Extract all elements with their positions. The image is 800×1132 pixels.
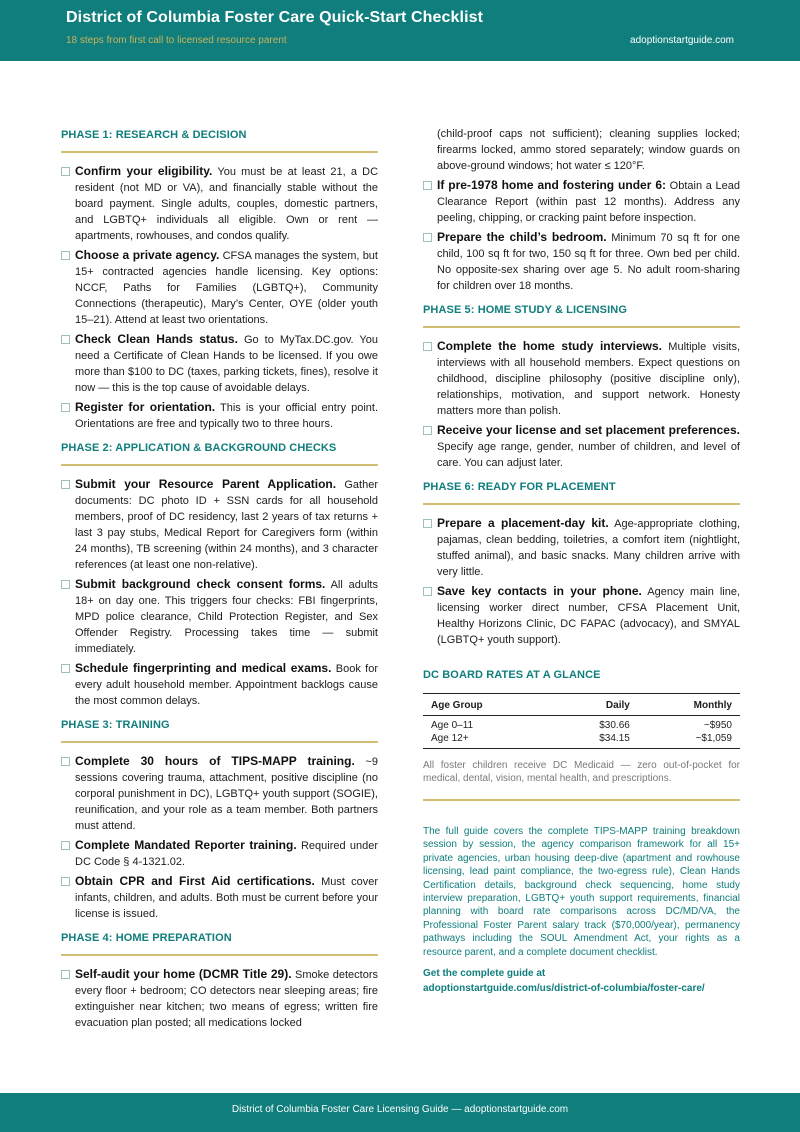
section-divider bbox=[423, 326, 740, 328]
item-body: Gather documents: DC photo ID + SSN cards for all household members, proof of DC residency, last 2 years of tax returns + last 3 pay stubs, Medical Report for Caregivers form (within 24 months), TB screening (within 24 months), and 3 character references (at least one non-relative). bbox=[75, 479, 378, 571]
item-lead: Prepare a placement-day kit. bbox=[437, 516, 609, 530]
page-title: District of Columbia Foster Care Quick-Start Checklist bbox=[66, 9, 484, 26]
phase-1-title: PHASE 1: RESEARCH & DECISION bbox=[61, 129, 247, 141]
checkbox-icon[interactable] bbox=[423, 181, 432, 190]
item-body: Specify age range, gender, number of children, and level of care. You can adjust later. bbox=[437, 441, 740, 469]
item-body: You must be at least 21, a DC resident (not MD or VA), and financially stable without the board payment. Single adults, couples, domestic partners, and LGBTQ+ individuals all eligible. Own or rent — apartments, rowhouses, and condos qualify. bbox=[75, 166, 379, 242]
item-body: ~9 sessions covering trauma, attachment, positive discipline (no corporal punishment in DC), LGBTQ+ youth support (SOGIE), reunification, and your role as a team member. Both partners must attend. bbox=[75, 756, 378, 832]
table-header-row bbox=[423, 692, 740, 716]
checklist-item[interactable] bbox=[423, 515, 740, 580]
item-lead: Receive your license and set placement preferences. bbox=[437, 423, 740, 437]
item-body: Minimum 70 sq ft for one child, 100 sq ft for two, 150 sq ft for three. Own bed per child. No opposite-sex sharing over age 5. No adult room-sharing for children over 18 months. bbox=[437, 232, 740, 292]
page-footer bbox=[0, 1093, 800, 1132]
checkbox-icon[interactable] bbox=[61, 757, 70, 766]
page-header bbox=[0, 0, 800, 61]
table-cell: ~$950 bbox=[703, 720, 732, 731]
item-lead: Complete Mandated Reporter training. bbox=[75, 838, 297, 852]
item-body: Age-appropriate clothing, pajamas, clean bedding, toiletries, a comfort item (nightlight, stuffed animal), and basic snacks. Many children arrive with very little. bbox=[437, 518, 740, 578]
checklist-item[interactable] bbox=[61, 966, 378, 1031]
checkbox-icon[interactable] bbox=[61, 664, 70, 673]
checkbox-icon[interactable] bbox=[61, 480, 70, 489]
right-column bbox=[423, 126, 740, 997]
checklist-item-continuation: (child-proof caps not sufficient); cleaning supplies locked; firearms locked, ammo stored separately; window guards on above-ground windows; hot water ≤ 120°F. bbox=[437, 128, 740, 172]
table-row bbox=[423, 716, 740, 733]
table-cell: Age 12+ bbox=[423, 732, 550, 749]
item-body: Smoke detectors every floor + bedroom; CO detectors near sleeping areas; fire extinguisher near kitchen; two means of egress; written fire evacuation plan posted; all medications locked bbox=[75, 969, 379, 1029]
checklist-item[interactable] bbox=[61, 753, 378, 834]
phase-6-title: PHASE 6: READY FOR PLACEMENT bbox=[423, 481, 616, 493]
item-lead: Submit background check consent forms. bbox=[75, 577, 326, 591]
phase-2-title: PHASE 2: APPLICATION & BACKGROUND CHECKS bbox=[61, 442, 337, 454]
rates-note: All foster children receive DC Medicaid — zero out-of-pocket for medical, dental, vision, mental health, and prescriptions. bbox=[423, 760, 740, 784]
checklist-item[interactable] bbox=[61, 837, 378, 870]
checkbox-icon[interactable] bbox=[61, 580, 70, 589]
promo-text: The full guide covers the complete TIPS-MAPP training breakdown session by session, the agency comparison framework for all 15+ private agencies, urban housing deep-dive (apartment and rowhouse licensing, lead paint compliance, the two-egress rule), Clean Hands Certification details, background check sequencing, home study interview preparation, LGBTQ+ youth support requirements, financial planning with board rate comparisons across DC/MD/VA, the Professional Foster Parent salary track ($70,000/year), permanency pathways including the SOUL Amendment Act, your rights as a resource parent, and a complete document checklist. bbox=[423, 826, 740, 958]
rates-title: DC BOARD RATES AT A GLANCE bbox=[423, 669, 601, 681]
section-divider bbox=[61, 954, 378, 956]
item-lead: Confirm your eligibility. bbox=[75, 164, 213, 178]
checklist-item[interactable] bbox=[61, 331, 378, 396]
phase-5-title: PHASE 5: HOME STUDY & LICENSING bbox=[423, 304, 627, 316]
section-divider bbox=[423, 799, 740, 801]
section-divider bbox=[61, 151, 378, 153]
checkbox-icon[interactable] bbox=[423, 233, 432, 242]
checklist-item[interactable] bbox=[423, 229, 740, 294]
section-divider bbox=[61, 741, 378, 743]
item-body: CFSA manages the system, but 15+ contracted agencies handle licensing. Key options: NCCF, Paths for Families (LGBTQ+), Community Connections (therapeutic), Mary’s Center, OYE (older youth 15–21). Attend at least two orientations. bbox=[75, 250, 378, 326]
item-lead: Complete 30 hours of TIPS-MAPP training. bbox=[75, 754, 355, 768]
table-cell: Age 0–11 bbox=[431, 720, 474, 731]
section-divider bbox=[423, 503, 740, 505]
checkbox-icon[interactable] bbox=[61, 167, 70, 176]
item-body: Required under DC Code § 4-1321.02. bbox=[75, 840, 378, 868]
item-lead: Self-audit your home (DCMR Title 29). bbox=[75, 967, 292, 981]
item-lead: Prepare the child’s bedroom. bbox=[437, 230, 607, 244]
checklist-item[interactable] bbox=[423, 177, 740, 226]
checklist-item[interactable] bbox=[61, 163, 378, 244]
left-column bbox=[61, 122, 378, 1034]
checklist-item[interactable] bbox=[61, 476, 378, 573]
item-lead: Submit your Resource Parent Application. bbox=[75, 477, 337, 491]
header-site-link[interactable]: adoptionstartguide.com bbox=[630, 35, 734, 46]
item-body: Must cover infants, children, and adults. Both must be current before your license is issued. bbox=[75, 876, 378, 920]
checkbox-icon[interactable] bbox=[423, 342, 432, 351]
checkbox-icon[interactable] bbox=[61, 877, 70, 886]
item-body: Go to MyTax.DC.gov. You need a Certificate of Clean Hands to be licensed. If you owe more than $100 to DC (taxes, parking tickets, fines), resolve it now — this is the top cause of avoidable delays. bbox=[75, 334, 378, 394]
cta-link[interactable]: adoptionstartguide.com/us/district-of-columbia/foster-care/ bbox=[423, 983, 705, 995]
checklist-item[interactable] bbox=[61, 399, 378, 432]
cta-label: Get the complete guide at bbox=[423, 968, 546, 980]
item-body: Multiple visits, interviews with all household members. Expect questions on childhood, discipline philosophy (positive discipline only), relationships, motivation, and support network. Honesty matters more than polish. bbox=[437, 341, 740, 417]
item-lead: Check Clean Hands status. bbox=[75, 332, 238, 346]
column-header: Age Group bbox=[423, 692, 550, 716]
checkbox-icon[interactable] bbox=[61, 403, 70, 412]
item-body: All adults 18+ on day one. This triggers four checks: FBI fingerprints, MPD police clearance, Child Protection Register, and Sex Offender Registry. Processing takes time — submit immediately. bbox=[75, 579, 378, 655]
table-cell: $30.66 bbox=[599, 720, 630, 731]
item-lead: Save key contacts in your phone. bbox=[437, 584, 642, 598]
item-lead: Choose a private agency. bbox=[75, 248, 220, 262]
checklist-item[interactable] bbox=[423, 422, 740, 471]
table-cell: ~$1,059 bbox=[638, 732, 740, 749]
column-header: Daily bbox=[550, 692, 638, 716]
item-body: Obtain a Lead Clearance Report (within past 12 months). Address any peeling, chipping, or cracking paint before inspection. bbox=[437, 180, 740, 224]
item-body: Agency main line, licensing worker direct number, CFSA Placement Unit, Healthy Horizons Clinic, DC FAPAC (advocacy), and SMYAL (LGBTQ+ youth support). bbox=[437, 586, 741, 646]
phase-4-title: PHASE 4: HOME PREPARATION bbox=[61, 932, 232, 944]
checkbox-icon[interactable] bbox=[61, 970, 70, 979]
item-lead: If pre-1978 home and fostering under 6: bbox=[437, 178, 666, 192]
checklist-item[interactable] bbox=[423, 583, 740, 648]
checklist-item[interactable] bbox=[423, 338, 740, 419]
section-divider bbox=[61, 464, 378, 466]
rates-table bbox=[423, 691, 740, 749]
checkbox-icon[interactable] bbox=[61, 251, 70, 260]
checklist-item[interactable] bbox=[61, 576, 378, 657]
checklist-item[interactable] bbox=[61, 873, 378, 922]
table-row bbox=[423, 732, 740, 749]
item-lead: Register for orientation. bbox=[75, 400, 216, 414]
checklist-item[interactable] bbox=[61, 247, 378, 328]
page-subtitle: 18 steps from first call to licensed resource parent bbox=[66, 35, 287, 46]
table-cell: $34.15 bbox=[550, 732, 638, 749]
checkbox-icon[interactable] bbox=[423, 519, 432, 528]
item-lead: Schedule fingerprinting and medical exams. bbox=[75, 661, 332, 675]
item-lead: Complete the home study interviews. bbox=[437, 339, 662, 353]
checklist-item[interactable] bbox=[61, 660, 378, 709]
checkbox-icon[interactable] bbox=[61, 335, 70, 344]
checkbox-icon[interactable] bbox=[61, 841, 70, 850]
column-header: Monthly bbox=[638, 692, 740, 716]
checkbox-icon[interactable] bbox=[423, 587, 432, 596]
item-body: This is your official entry point. Orientations are free and typically two to three hours. bbox=[75, 402, 378, 430]
checkbox-icon[interactable] bbox=[423, 426, 432, 435]
item-lead: Obtain CPR and First Aid certifications. bbox=[75, 874, 315, 888]
phase-3-title: PHASE 3: TRAINING bbox=[61, 719, 170, 731]
item-body: Book for every adult household member. Appointment backlogs cause the most common delays. bbox=[75, 663, 379, 707]
footer-text: District of Columbia Foster Care Licensing Guide — adoptionstartguide.com bbox=[231, 1104, 569, 1115]
